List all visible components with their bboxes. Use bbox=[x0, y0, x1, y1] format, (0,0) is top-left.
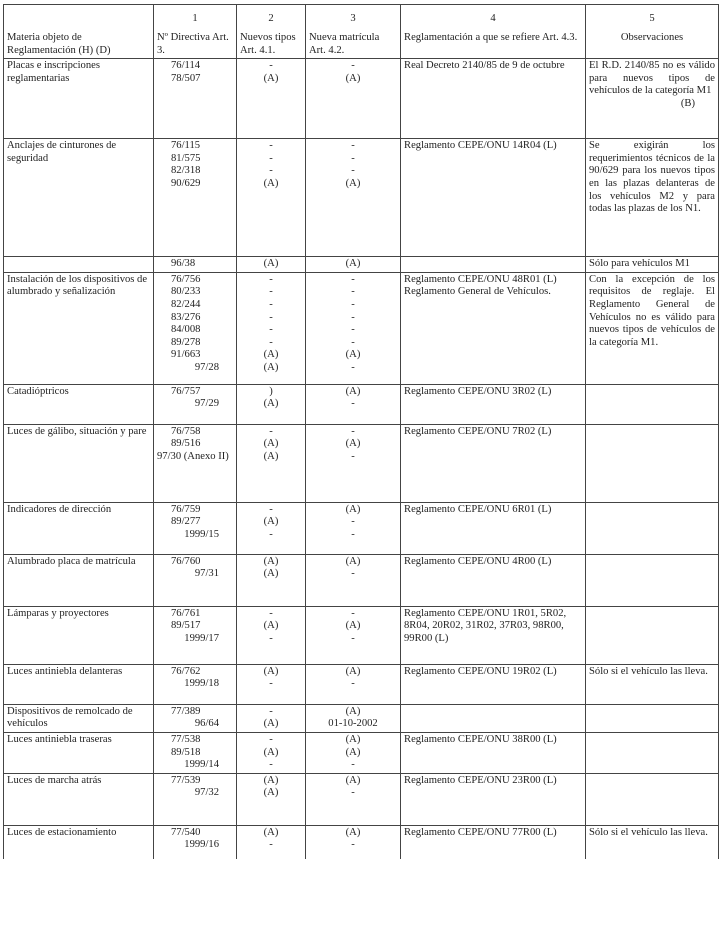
materia-cell bbox=[4, 384, 154, 424]
reglamentacion-cell bbox=[401, 257, 586, 273]
nueva-matricula-cell bbox=[306, 554, 401, 606]
materia-text: Luces antiniebla traseras bbox=[7, 733, 112, 745]
nueva-matricula-value: - bbox=[351, 311, 355, 323]
header-nueva-matricula: Nueva matrícula Art. 4.2. bbox=[309, 32, 380, 56]
nueva-matricula-cell bbox=[306, 59, 401, 139]
header-nuevos-tipos-cell bbox=[237, 5, 306, 59]
materia-text: Instalación de los dispositivos de alumbrado y señalización bbox=[7, 273, 148, 298]
reglamentacion-text: Reglamento CEPE/ONU 38R00 (L) bbox=[404, 733, 557, 745]
header-observaciones-cell bbox=[586, 5, 719, 59]
directiva-value: 97/30 (Anexo II) bbox=[157, 450, 229, 462]
directiva-value: 89/516 bbox=[171, 438, 201, 450]
directiva-value: 76/760 bbox=[171, 555, 201, 567]
nueva-matricula-value: - bbox=[351, 607, 355, 619]
directiva-value: 96/64 bbox=[194, 718, 219, 730]
observaciones-cell bbox=[586, 773, 719, 825]
reglamentacion-cell bbox=[401, 59, 586, 139]
observaciones-cell bbox=[586, 502, 719, 554]
nuevos-tipos-value: - bbox=[269, 678, 273, 690]
nuevos-tipos-value: (A) bbox=[263, 826, 279, 838]
materia-cell bbox=[4, 424, 154, 502]
reglamentacion-text: Reglamento CEPE/ONU 77R00 (L) bbox=[404, 826, 557, 838]
nueva-matricula-cell bbox=[306, 704, 401, 732]
directiva-cell bbox=[154, 825, 237, 859]
directiva-value: 76/757 bbox=[171, 385, 201, 397]
nueva-matricula-value: (A) bbox=[345, 349, 361, 361]
nuevos-tipos-value: (A) bbox=[263, 774, 279, 786]
observaciones-cell bbox=[586, 732, 719, 773]
directiva-cell bbox=[154, 554, 237, 606]
materia-text: Alumbrado placa de matrícula bbox=[7, 555, 136, 567]
nuevos-tipos-cell bbox=[237, 384, 306, 424]
directiva-value: 76/759 bbox=[171, 503, 201, 515]
materia-cell bbox=[4, 257, 154, 273]
nueva-matricula-cell bbox=[306, 773, 401, 825]
reglamentacion-text: Reglamento CEPE/ONU 6R01 (L) bbox=[404, 503, 552, 515]
reglamentacion-cell bbox=[401, 424, 586, 502]
nueva-matricula-value: (A) bbox=[345, 177, 361, 189]
nuevos-tipos-value: - bbox=[269, 503, 273, 515]
table-header-row bbox=[4, 5, 719, 59]
nuevos-tipos-value: (A) bbox=[263, 438, 279, 450]
directiva-value: 77/389 bbox=[171, 705, 201, 717]
nueva-matricula-value: - bbox=[351, 336, 355, 348]
materia-cell bbox=[4, 272, 154, 384]
directiva-value: 77/539 bbox=[171, 774, 201, 786]
observaciones-cell bbox=[586, 257, 719, 273]
nuevos-tipos-cell bbox=[237, 773, 306, 825]
reglamentacion-cell bbox=[401, 554, 586, 606]
nueva-matricula-value: (A) bbox=[345, 665, 361, 677]
directiva-value: 78/507 bbox=[171, 72, 201, 84]
directiva-value: 84/008 bbox=[171, 324, 201, 336]
table-row bbox=[4, 664, 719, 704]
nuevos-tipos-value: (A) bbox=[263, 349, 279, 361]
directiva-cell bbox=[154, 384, 237, 424]
directiva-value: 96/38 bbox=[171, 258, 196, 270]
nueva-matricula-cell bbox=[306, 139, 401, 257]
header-observaciones: Observaciones bbox=[620, 32, 684, 43]
nueva-matricula-value: - bbox=[351, 787, 355, 799]
nueva-matricula-value: (A) bbox=[345, 258, 361, 270]
directiva-value: 77/538 bbox=[171, 733, 201, 745]
nuevos-tipos-value: - bbox=[269, 298, 273, 310]
nuevos-tipos-value: (A) bbox=[263, 746, 279, 758]
observaciones-cell bbox=[586, 664, 719, 704]
nuevos-tipos-value: - bbox=[269, 425, 273, 437]
observaciones-text: Sólo si el vehículo las lleva. bbox=[589, 665, 708, 677]
nueva-matricula-value: (A) bbox=[345, 620, 361, 632]
reglamentacion-cell bbox=[401, 825, 586, 859]
reglamentacion-text: Reglamento CEPE/ONU 1R01, 5R02, 8R04, 20R02, 31R02, 37R03, 98R00, 99R00 (L) bbox=[404, 607, 567, 644]
materia-cell bbox=[4, 825, 154, 859]
nuevos-tipos-value: - bbox=[269, 733, 273, 745]
directiva-cell bbox=[154, 664, 237, 704]
directiva-value: 1999/18 bbox=[184, 678, 219, 690]
table-row bbox=[4, 825, 719, 859]
nueva-matricula-value: (A) bbox=[345, 733, 361, 745]
table-row bbox=[4, 732, 719, 773]
nueva-matricula-cell bbox=[306, 272, 401, 384]
nuevos-tipos-value: (A) bbox=[263, 718, 279, 730]
nuevos-tipos-cell bbox=[237, 664, 306, 704]
reglamentacion-text: Reglamento CEPE/ONU 23R00 (L) bbox=[404, 774, 557, 786]
nuevos-tipos-value: (A) bbox=[263, 555, 279, 567]
observaciones-text: Se exigirán los requerimientos técnicos de la 90/629 para los nuevos tipos en las plazas delanteras de los vehículos M2 y para todas las plazas de los N1. bbox=[589, 140, 715, 215]
nuevos-tipos-cell bbox=[237, 704, 306, 732]
reglamentacion-cell bbox=[401, 384, 586, 424]
nuevos-tipos-value: (A) bbox=[263, 516, 279, 528]
header-num-1: 1 bbox=[192, 13, 198, 24]
nuevos-tipos-cell bbox=[237, 272, 306, 384]
nueva-matricula-value: - bbox=[351, 398, 355, 410]
directiva-value: 1999/15 bbox=[184, 528, 219, 540]
nueva-matricula-value: - bbox=[351, 450, 355, 462]
nueva-matricula-value: - bbox=[351, 528, 355, 540]
nueva-matricula-value: - bbox=[351, 568, 355, 580]
reglamentacion-text: Reglamento CEPE/ONU 48R01 (L) Reglamento General de Vehículos. bbox=[404, 273, 557, 298]
directiva-value: 81/575 bbox=[171, 152, 201, 164]
nuevos-tipos-value: (A) bbox=[263, 398, 279, 410]
nuevos-tipos-cell bbox=[237, 59, 306, 139]
reglamentacion-text: Reglamento CEPE/ONU 14R04 (L) bbox=[404, 140, 557, 152]
nuevos-tipos-value: - bbox=[269, 273, 273, 285]
materia-cell bbox=[4, 704, 154, 732]
nuevos-tipos-cell bbox=[237, 139, 306, 257]
directiva-value: 1999/17 bbox=[184, 632, 219, 644]
observaciones-cell bbox=[586, 554, 719, 606]
reglamentacion-cell bbox=[401, 732, 586, 773]
materia-text: Luces de estacionamiento bbox=[7, 826, 117, 838]
nueva-matricula-cell bbox=[306, 825, 401, 859]
reglamentacion-cell bbox=[401, 272, 586, 384]
materia-cell bbox=[4, 732, 154, 773]
directiva-value: 76/114 bbox=[171, 60, 201, 72]
nuevos-tipos-value: (A) bbox=[263, 620, 279, 632]
directiva-value: 97/28 bbox=[194, 361, 219, 373]
materia-cell bbox=[4, 554, 154, 606]
table-row bbox=[4, 384, 719, 424]
nuevos-tipos-cell bbox=[237, 554, 306, 606]
materia-cell bbox=[4, 502, 154, 554]
directiva-value: 97/32 bbox=[194, 787, 219, 799]
directiva-value: 76/115 bbox=[171, 140, 201, 152]
nuevos-tipos-value: - bbox=[269, 165, 273, 177]
materia-text: Placas e inscripciones reglamentarias bbox=[7, 60, 100, 84]
nuevos-tipos-value: - bbox=[269, 152, 273, 164]
nuevos-tipos-value: - bbox=[269, 140, 273, 152]
directiva-cell bbox=[154, 257, 237, 273]
directiva-value: 76/758 bbox=[171, 425, 201, 437]
reglamentacion-cell bbox=[401, 606, 586, 664]
directiva-cell bbox=[154, 272, 237, 384]
nueva-matricula-value: - bbox=[351, 839, 355, 851]
nuevos-tipos-value: (A) bbox=[263, 177, 279, 189]
observaciones-note: (B) bbox=[680, 97, 695, 109]
directiva-cell bbox=[154, 424, 237, 502]
nueva-matricula-value: - bbox=[351, 324, 355, 336]
header-directiva-cell bbox=[154, 5, 237, 59]
materia-text: Anclajes de cinturones de seguridad bbox=[7, 140, 117, 164]
observaciones-cell bbox=[586, 704, 719, 732]
directiva-value: 1999/16 bbox=[184, 839, 219, 851]
materia-cell bbox=[4, 606, 154, 664]
nuevos-tipos-value: (A) bbox=[263, 450, 279, 462]
nueva-matricula-value: - bbox=[351, 298, 355, 310]
header-num-4: 4 bbox=[490, 13, 496, 24]
directiva-value: 76/756 bbox=[171, 273, 201, 285]
header-reglamentacion: Reglamentación a que se refiere Art. 4.3. bbox=[404, 32, 578, 43]
materia-text: Lámparas y proyectores bbox=[7, 607, 109, 619]
directiva-value: 83/276 bbox=[171, 311, 201, 323]
directiva-value: 77/540 bbox=[171, 826, 201, 838]
nuevos-tipos-value: - bbox=[269, 839, 273, 851]
nueva-matricula-value: - bbox=[351, 140, 355, 152]
header-materia: Materia objeto de Reglamentación (H) (D) bbox=[7, 32, 111, 56]
materia-text: Catadióptricos bbox=[7, 385, 69, 397]
table-row bbox=[4, 59, 719, 139]
observaciones-cell bbox=[586, 272, 719, 384]
nuevos-tipos-value: - bbox=[269, 759, 273, 771]
nuevos-tipos-value: (A) bbox=[263, 258, 279, 270]
directiva-value: 90/629 bbox=[171, 177, 201, 189]
materia-cell bbox=[4, 59, 154, 139]
reglamentacion-text: Reglamento CEPE/ONU 3R02 (L) bbox=[404, 385, 552, 397]
nueva-matricula-value: (A) bbox=[345, 705, 361, 717]
reglamentacion-cell bbox=[401, 664, 586, 704]
nueva-matricula-value: - bbox=[351, 632, 355, 644]
nueva-matricula-value: (A) bbox=[345, 826, 361, 838]
directiva-cell bbox=[154, 704, 237, 732]
reglamentacion-cell bbox=[401, 704, 586, 732]
nueva-matricula-value: - bbox=[351, 273, 355, 285]
nuevos-tipos-value: - bbox=[269, 632, 273, 644]
materia-text: Luces de gálibo, situación y pare bbox=[7, 425, 147, 437]
nueva-matricula-cell bbox=[306, 384, 401, 424]
observaciones-cell bbox=[586, 606, 719, 664]
nuevos-tipos-value: (A) bbox=[263, 787, 279, 799]
nueva-matricula-cell bbox=[306, 424, 401, 502]
table-row bbox=[4, 773, 719, 825]
nuevos-tipos-value: (A) bbox=[263, 72, 279, 84]
directiva-cell bbox=[154, 502, 237, 554]
nueva-matricula-value: (A) bbox=[345, 72, 361, 84]
materia-cell bbox=[4, 139, 154, 257]
nueva-matricula-value: - bbox=[351, 60, 355, 72]
nuevos-tipos-value: - bbox=[269, 60, 273, 72]
table-row bbox=[4, 139, 719, 257]
header-num-5: 5 bbox=[649, 13, 655, 24]
header-nuevos-tipos: Nuevos tipos Art. 4.1. bbox=[240, 32, 296, 56]
observaciones-cell bbox=[586, 139, 719, 257]
table-row bbox=[4, 424, 719, 502]
nuevos-tipos-value: ) bbox=[269, 385, 273, 397]
directiva-value: 89/517 bbox=[171, 620, 201, 632]
reglamentacion-cell bbox=[401, 502, 586, 554]
materia-text: Luces antiniebla delanteras bbox=[7, 665, 123, 677]
directiva-value: 97/31 bbox=[194, 568, 219, 580]
header-reglamentacion-cell bbox=[401, 5, 586, 59]
directiva-value: 89/277 bbox=[171, 516, 201, 528]
directiva-cell bbox=[154, 59, 237, 139]
directiva-cell bbox=[154, 773, 237, 825]
nueva-matricula-value: (A) bbox=[345, 774, 361, 786]
header-materia-cell bbox=[4, 5, 154, 59]
nueva-matricula-cell bbox=[306, 502, 401, 554]
directiva-value: 89/278 bbox=[171, 336, 201, 348]
nueva-matricula-value: - bbox=[351, 759, 355, 771]
nueva-matricula-value: 01-10-2002 bbox=[328, 718, 378, 730]
nueva-matricula-cell bbox=[306, 664, 401, 704]
nueva-matricula-value: (A) bbox=[345, 385, 361, 397]
header-directiva: Nº Directiva Art. 3. bbox=[157, 32, 229, 56]
table-row bbox=[4, 704, 719, 732]
observaciones-cell bbox=[586, 825, 719, 859]
nueva-matricula-cell bbox=[306, 606, 401, 664]
directiva-cell bbox=[154, 732, 237, 773]
table-row bbox=[4, 257, 719, 273]
nueva-matricula-value: - bbox=[351, 678, 355, 690]
nuevos-tipos-cell bbox=[237, 424, 306, 502]
nuevos-tipos-value: - bbox=[269, 336, 273, 348]
observaciones-text: Sólo si el vehículo las lleva. bbox=[589, 826, 708, 838]
directiva-value: 91/663 bbox=[171, 349, 201, 361]
nueva-matricula-value: (A) bbox=[345, 438, 361, 450]
nuevos-tipos-value: (A) bbox=[263, 568, 279, 580]
directiva-cell bbox=[154, 139, 237, 257]
nueva-matricula-value: - bbox=[351, 361, 355, 373]
reglamentacion-text: Real Decreto 2140/85 de 9 de octubre bbox=[404, 60, 565, 72]
nuevos-tipos-value: - bbox=[269, 528, 273, 540]
nueva-matricula-cell bbox=[306, 732, 401, 773]
nueva-matricula-value: - bbox=[351, 286, 355, 298]
observaciones-cell bbox=[586, 384, 719, 424]
header-num-3: 3 bbox=[350, 13, 356, 24]
header-nueva-matricula-cell bbox=[306, 5, 401, 59]
nueva-matricula-value: (A) bbox=[345, 746, 361, 758]
reglamentacion-text: Reglamento CEPE/ONU 7R02 (L) bbox=[404, 425, 552, 437]
nuevos-tipos-value: - bbox=[269, 324, 273, 336]
header-num-2: 2 bbox=[268, 13, 274, 24]
nueva-matricula-value: - bbox=[351, 165, 355, 177]
reglamentacion-text: Reglamento CEPE/ONU 4R00 (L) bbox=[404, 555, 552, 567]
nueva-matricula-value: (A) bbox=[345, 555, 361, 567]
materia-text: Dispositivos de remolcado de vehículos bbox=[7, 705, 133, 730]
observaciones-cell bbox=[586, 59, 719, 139]
materia-text: Luces de marcha atrás bbox=[7, 774, 102, 786]
observaciones-text: El R.D. 2140/85 no es válido para nuevos tipos de vehículos de la categoría M1 bbox=[589, 60, 715, 97]
nuevos-tipos-value: - bbox=[269, 311, 273, 323]
nuevos-tipos-cell bbox=[237, 732, 306, 773]
nueva-matricula-cell bbox=[306, 257, 401, 273]
table-row bbox=[4, 272, 719, 384]
directiva-value: 97/29 bbox=[194, 398, 219, 410]
observaciones-cell bbox=[586, 424, 719, 502]
nuevos-tipos-cell bbox=[237, 257, 306, 273]
observaciones-text: Sólo para vehículos M1 bbox=[589, 258, 690, 270]
directiva-value: 82/318 bbox=[171, 165, 201, 177]
materia-cell bbox=[4, 664, 154, 704]
nueva-matricula-value: - bbox=[351, 152, 355, 164]
nuevos-tipos-cell bbox=[237, 502, 306, 554]
reglamentacion-cell bbox=[401, 139, 586, 257]
nuevos-tipos-value: (A) bbox=[263, 665, 279, 677]
nueva-matricula-value: (A) bbox=[345, 503, 361, 515]
nueva-matricula-value: - bbox=[351, 425, 355, 437]
directiva-value: 80/233 bbox=[171, 286, 201, 298]
nuevos-tipos-value: - bbox=[269, 607, 273, 619]
regulation-table bbox=[3, 4, 719, 859]
materia-cell bbox=[4, 773, 154, 825]
nueva-matricula-value: - bbox=[351, 516, 355, 528]
directiva-value: 76/762 bbox=[171, 665, 201, 677]
reglamentacion-text: Reglamento CEPE/ONU 19R02 (L) bbox=[404, 665, 557, 677]
nuevos-tipos-value: - bbox=[269, 705, 273, 717]
table-row bbox=[4, 554, 719, 606]
nuevos-tipos-value: (A) bbox=[263, 361, 279, 373]
directiva-value: 1999/14 bbox=[184, 759, 219, 771]
materia-text: Indicadores de dirección bbox=[7, 503, 112, 515]
directiva-cell bbox=[154, 606, 237, 664]
table-row bbox=[4, 502, 719, 554]
nuevos-tipos-cell bbox=[237, 825, 306, 859]
nuevos-tipos-cell bbox=[237, 606, 306, 664]
directiva-value: 82/244 bbox=[171, 298, 201, 310]
observaciones-text: Con la excepción de los requisitos de reglaje. El Reglamento General de Vehículos no es válido para nuevos tipos de vehículos de la categoría M1. bbox=[589, 273, 715, 348]
table-row bbox=[4, 606, 719, 664]
nuevos-tipos-value: - bbox=[269, 286, 273, 298]
directiva-value: 76/761 bbox=[171, 607, 201, 619]
directiva-value: 89/518 bbox=[171, 746, 201, 758]
reglamentacion-cell bbox=[401, 773, 586, 825]
